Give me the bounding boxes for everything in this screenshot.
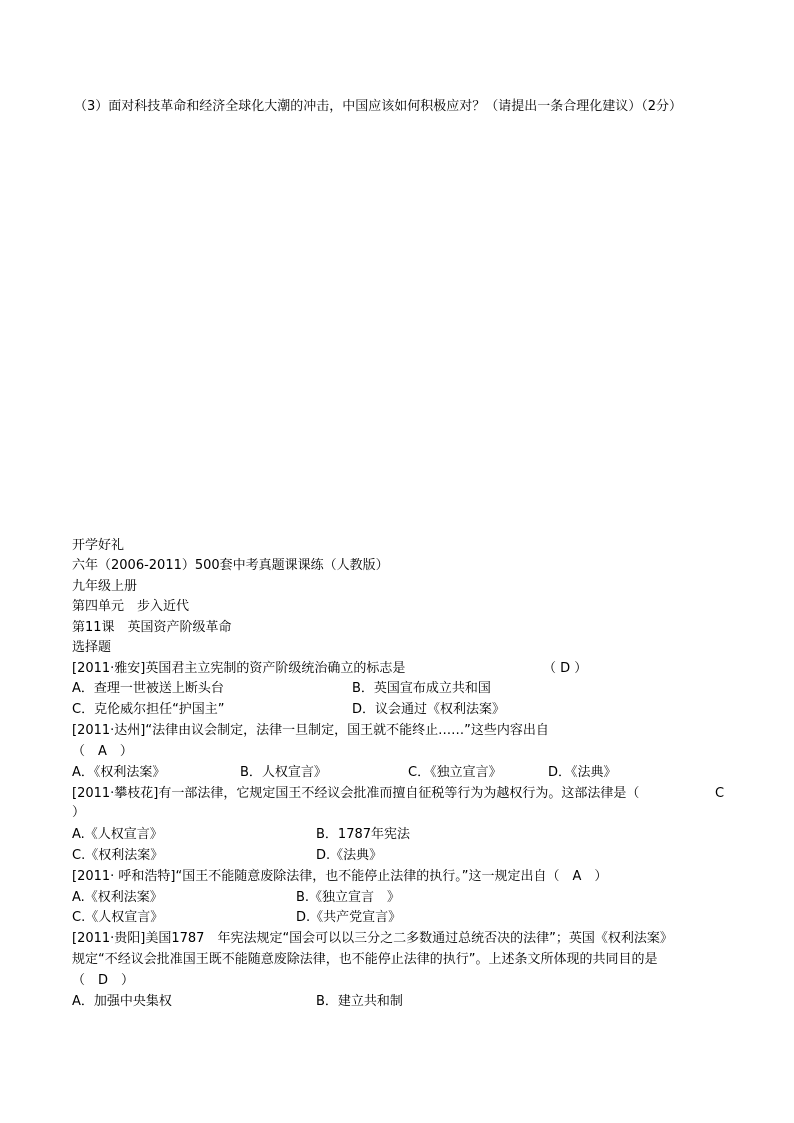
q3-stem: [2011·攀枝花]有一部法律，它规定国王不经议会批准而擅自征税等行为为越权行为。这部法律是（ <box>72 786 640 801</box>
q3-closing-paren: ） <box>72 805 86 820</box>
q1-option-a: A．查理一世被送上断头台 <box>72 681 224 696</box>
header-grade: 九年级上册 <box>72 579 138 594</box>
q5-stem-line-2: 规定“不经议会批准国王既不能随意废除法律，也不能停止法律的执行”。上述条文所体现的共同目的是 <box>72 952 658 967</box>
q2-stem: [2011·达州]“法律由议会制定，法律一旦制定，国王就不能终止……”这些内容出自 <box>72 723 549 738</box>
header-gift: 开学好礼 <box>72 538 125 553</box>
q1-stem: [2011·雅安]英国君主立宪制的资产阶级统治确立的标志是 <box>72 661 406 676</box>
question-3-prompt: （3）面对科技革命和经济全球化大潮的冲击，中国应该如何积极应对？（请提出一条合理化建议）（2分） <box>74 99 683 114</box>
q3-option-d: D.《法典》 <box>316 848 383 863</box>
q2-option-a: A．《权利法案》 <box>72 765 166 780</box>
q3-option-b: B．1787年宪法 <box>316 827 411 842</box>
q2-option-b: B．人权宣言》 <box>240 765 327 780</box>
header-section: 选择题 <box>72 640 112 655</box>
q5-option-a: A．加强中央集权 <box>72 994 172 1009</box>
q1-option-b: B．英国宣布成立共和国 <box>352 681 491 696</box>
q4-stem: [2011· 呼和浩特]“国王不能随意废除法律，也不能停止法律的执行。”这一规定出自（ A ） <box>72 869 608 884</box>
q4-option-c: C.《人权宣言》 <box>72 910 164 925</box>
q2-option-d: D．《法典》 <box>548 765 617 780</box>
q2-answer: （ A ） <box>72 744 133 759</box>
q4-option-a: A.《权利法案》 <box>72 890 163 905</box>
q3-option-a: A.《人权宣言》 <box>72 827 163 842</box>
q1-option-d: D．议会通过《权利法案》 <box>352 702 506 717</box>
header-unit: 第四单元 步入近代 <box>72 599 190 614</box>
q5-stem-line-1: [2011·贵阳]美国1787 年宪法规定“国会可以以三分之二多数通过总统否决的法律”；英国《权利法案》 <box>72 931 673 946</box>
q3-option-c: C.《权利法案》 <box>72 848 164 863</box>
q5-answer: （ D ） <box>72 973 135 988</box>
q5-option-b: B．建立共和制 <box>316 994 403 1009</box>
q3-answer: C <box>715 786 725 801</box>
q4-option-d: D.《共产党宣言》 <box>296 910 402 925</box>
q2-option-c: C．《独立宣言》 <box>408 765 502 780</box>
q1-option-c: C．克伦威尔担任“护国主” <box>72 702 225 717</box>
header-lesson: 第11课 英国资产阶级革命 <box>72 620 232 635</box>
q4-option-b: B.《独立宣言 》 <box>296 890 401 905</box>
header-series-title: 六年（2006-2011）500套中考真题课课练（人教版） <box>72 558 389 573</box>
q1-answer: （ D ） <box>543 661 588 676</box>
